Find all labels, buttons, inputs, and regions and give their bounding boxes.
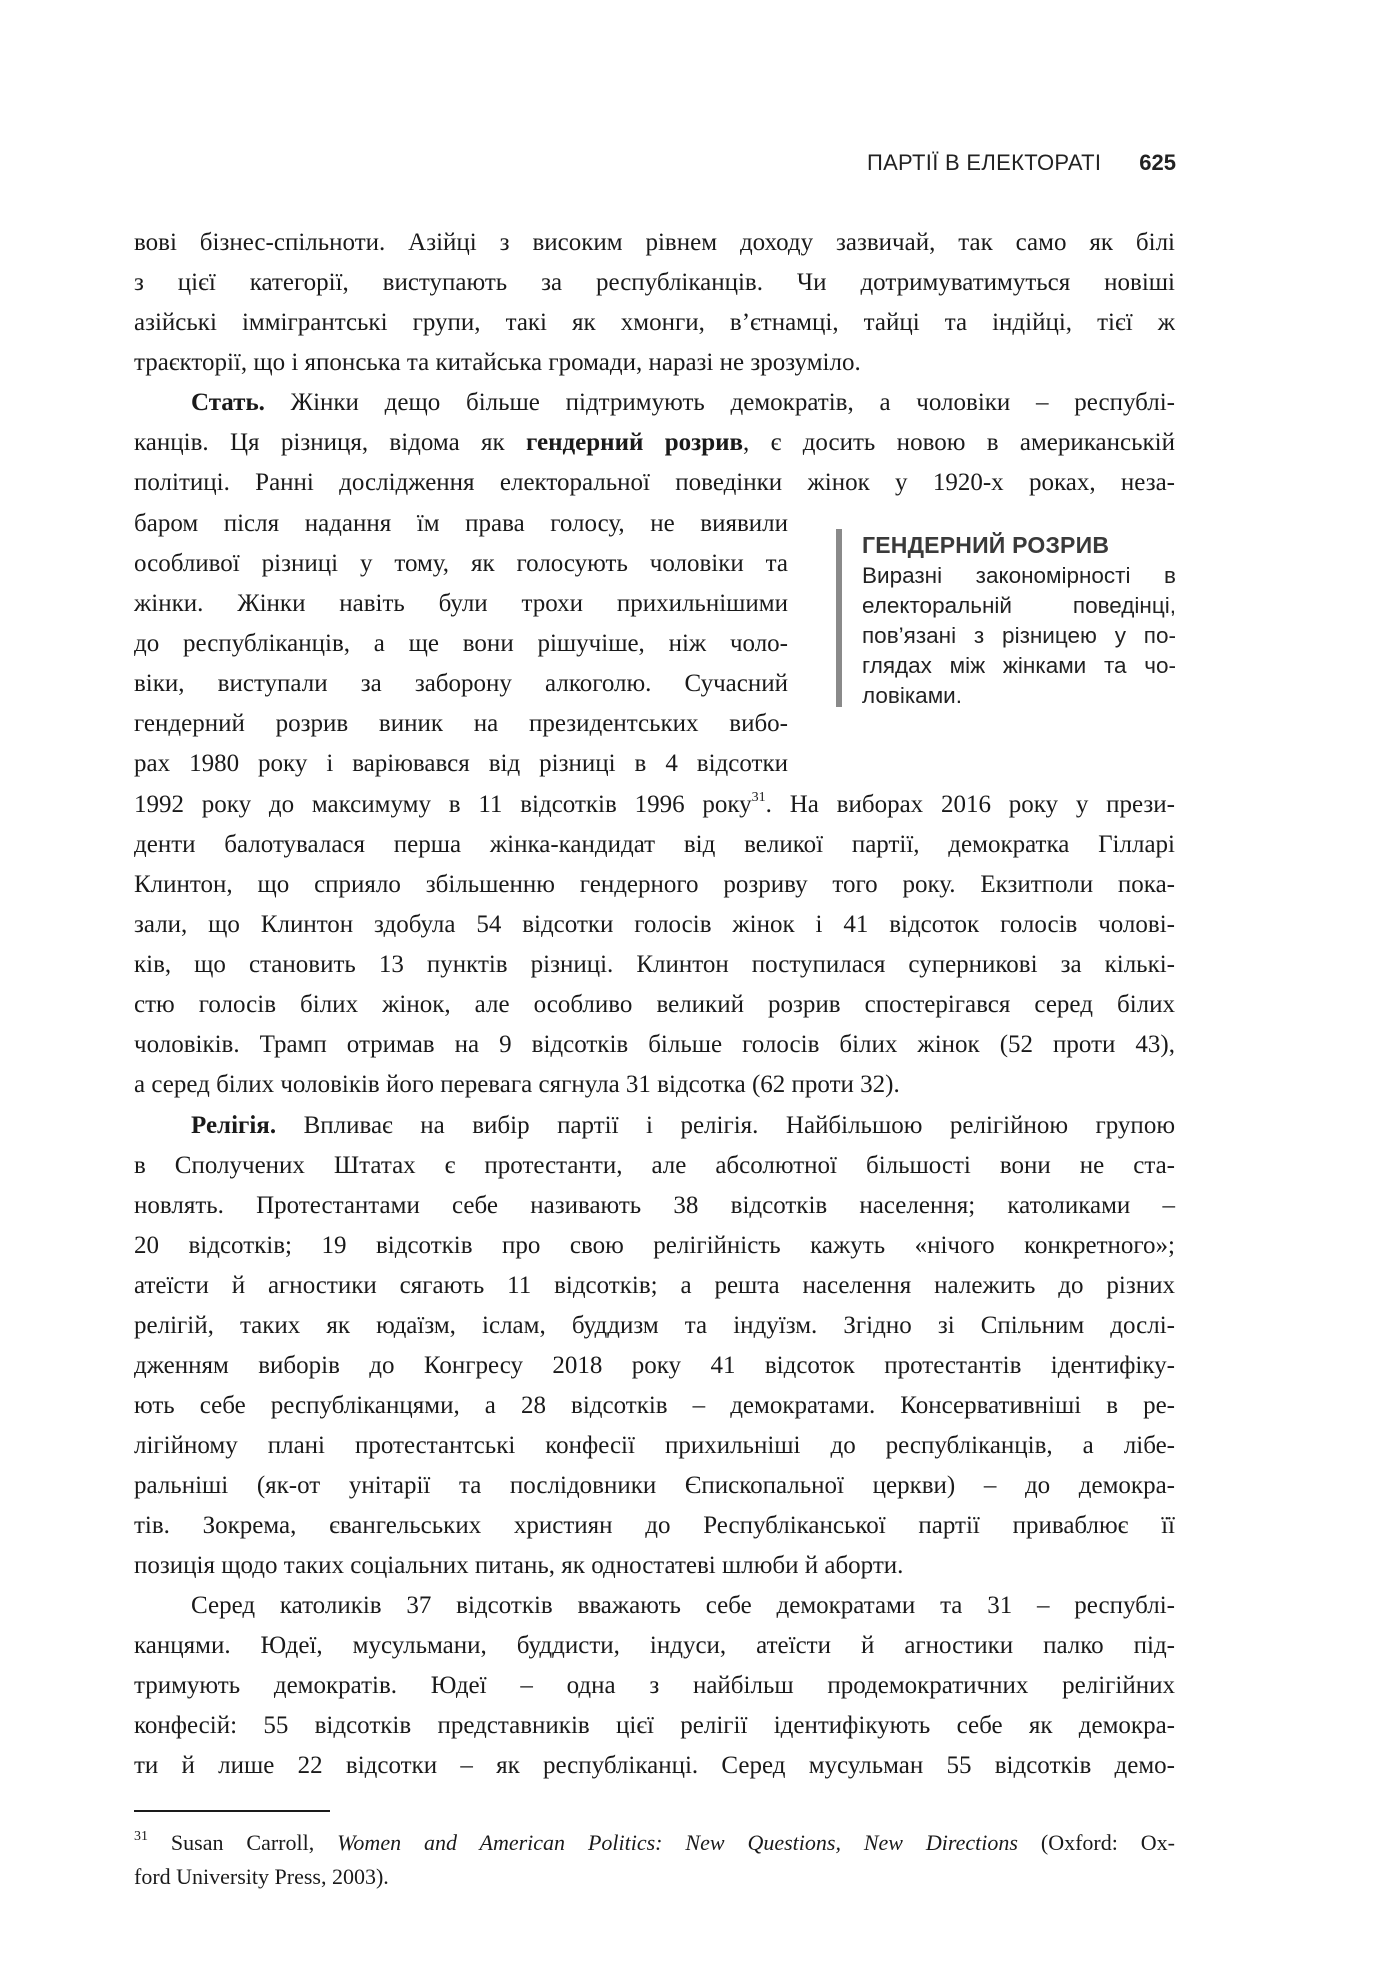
body-line: азійські іммігрантські групи, такі як хмонги, в’єтнамці, тайці та індійці, тієї ж <box>134 309 1175 336</box>
body-line: в Сполучених Штатах є протестанти, але абсолютної більшості вони не ста- <box>134 1152 1175 1179</box>
body-line: віки, виступали за заборону алкоголю. Сучасний <box>134 670 788 697</box>
chapter-title: ПАРТІЇ В ЕЛЕКТОРАТІ <box>866 150 1102 175</box>
body-text: 1992 року до максимуму в 11 відсотків 1996 року <box>134 791 752 818</box>
sidebar-definition-line: глядах між жінками та чо- <box>862 653 1176 678</box>
body-line: а серед білих чоловіків його перевага сягнула 31 відсотка (62 проти 32). <box>134 1071 900 1098</box>
body-text: . На виборах 2016 року у прези- <box>765 791 1175 818</box>
body-text: канців. Ця різниця, відома як <box>134 429 527 456</box>
body-line <box>134 785 1175 825</box>
body-line <box>134 423 1175 463</box>
body-line: новлять. Протестантами себе називають 38 відсотків населення; католиками – <box>134 1192 1175 1219</box>
body-line: рах 1980 року і варіювався від різниці в 4 відсотки <box>134 750 788 777</box>
body-line: жінки. Жінки навіть були трохи прихильнішими <box>134 590 788 617</box>
sidebar-definition-line: пов’язані з різницею у по- <box>862 623 1176 648</box>
body-line: денти балотувалася перша жінка-кандидат від великої партії, демократка Гілларі <box>134 831 1175 858</box>
sidebar-definition-line: Виразні закономірності в <box>862 563 1176 588</box>
body-line: стю голосів білих жінок, але особливо великий розрив спостерігався серед білих <box>134 991 1175 1018</box>
sidebar-term: ГЕНДЕРНИЙ РОЗРИВ <box>862 532 1110 558</box>
section-heading-gender: Стать. <box>191 389 265 416</box>
key-term: гендерний розрив <box>526 429 744 456</box>
glossary-sidebar <box>836 529 1202 707</box>
body-line: зали, що Клинтон здобула 54 відсотки голосів жінок і 41 відсоток голосів чолові- <box>134 911 1175 938</box>
body-line: з цієї категорії, виступають за республіканців. Чи дотримуватимуться новіші <box>134 269 1175 296</box>
body-text: , є досить новою в американській <box>743 429 1175 456</box>
footnote-ref[interactable]: 31 <box>751 789 766 805</box>
footnote-author: Susan Carroll, <box>148 1830 338 1855</box>
footnote <box>134 1826 1175 1860</box>
body-line <box>134 383 1175 423</box>
body-line: атеїсти й агностики сягають 11 відсотків; а решта населення належить до різних <box>134 1272 1175 1299</box>
body-line: конфесій: 55 відсотків представників цієї релігії ідентифікують себе як демокра- <box>134 1712 1175 1739</box>
body-line: до республіканців, а ще вони рішучіше, ніж чоло- <box>134 630 788 657</box>
footnote-publisher: (Oxford: Ox- <box>1017 1830 1175 1855</box>
body-line: тримують демократів. Юдеї – одна з найбільш продемократичних релігійних <box>134 1672 1175 1699</box>
page-number: 625 <box>1139 150 1176 175</box>
body-line: політиці. Ранні дослідження електоральної поведінки жінок у 1920-х роках, неза- <box>134 469 1175 496</box>
body-line: 20 відсотків; 19 відсотків про свою релігійність кажуть «нічого конкретного»; <box>134 1232 1175 1259</box>
body-line: лігійному плані протестантські конфесії прихильніші до республіканців, а лібе- <box>134 1432 1175 1459</box>
body-line: канцями. Юдеї, мусульмани, буддисти, індуси, атеїсти й агностики палко під- <box>134 1632 1175 1659</box>
running-header <box>867 150 1176 184</box>
body-line: дженням виборів до Конгресу 2018 року 41 відсоток протестантів ідентифіку- <box>134 1352 1175 1379</box>
body-line: ральніші (як-от унітарії та послідовники Єпископальної церкви) – до демокра- <box>134 1472 1175 1499</box>
body-line: баром після надання їм права голосу, не виявили <box>134 510 788 537</box>
body-line: траєкторії, що і японська та китайська громади, наразі не зрозуміло. <box>134 349 861 376</box>
footnote-number: 31 <box>134 1828 148 1844</box>
footnote-book-title: Women and American Politics: New Questions, New Directions <box>337 1830 1018 1855</box>
body-line: релігій, таких як юдаїзм, іслам, буддизм та індуїзм. Згідно зі Спільним дослі- <box>134 1312 1175 1339</box>
footnote-line: ford University Press, 2003). <box>134 1864 389 1889</box>
body-line: Клинтон, що сприяло збільшенню гендерного розриву того року. Екзитполи пока- <box>134 871 1175 898</box>
body-line: гендерний розрив виник на президентських вибо- <box>134 710 788 737</box>
body-line <box>134 1106 1175 1146</box>
body-line: особливої різниці у тому, як голосують чоловіки та <box>134 550 788 577</box>
body-line: вові бізнес-спільноти. Азійці з високим рівнем доходу зазвичай, так само як білі <box>134 229 1175 256</box>
footnote-separator <box>134 1810 330 1812</box>
body-text: Жінки дещо більше підтримують демократів, а чоловіки – республі- <box>264 389 1175 416</box>
body-line: ти й лише 22 відсотки – як республіканці. Серед мусульман 55 відсотків демо- <box>134 1752 1175 1779</box>
body-line: Серед католиків 37 відсотків вважають себе демократами та 31 – республі- <box>191 1592 1175 1619</box>
body-text: Впливає на вибір партії і релігія. Найбільшою релігійною групою <box>276 1112 1175 1139</box>
section-heading-religion: Релігія. <box>191 1112 277 1139</box>
sidebar-definition-line: ловіками. <box>862 683 962 708</box>
body-line: ків, що становить 13 пунктів різниці. Клинтон поступилася суперникові за кількі- <box>134 951 1175 978</box>
sidebar-definition-line: електоральній поведінці, <box>862 593 1176 618</box>
body-line: тів. Зокрема, євангельських християн до Республіканської партії приваблює її <box>134 1512 1175 1539</box>
body-line: ють себе республіканцями, а 28 відсотків – демократами. Консервативніші в ре- <box>134 1392 1175 1419</box>
body-line: позиція щодо таких соціальних питань, як одностатеві шлюби й аборти. <box>134 1552 904 1579</box>
body-line: чоловіків. Трамп отримав на 9 відсотків більше голосів білих жінок (52 проти 43), <box>134 1031 1175 1058</box>
